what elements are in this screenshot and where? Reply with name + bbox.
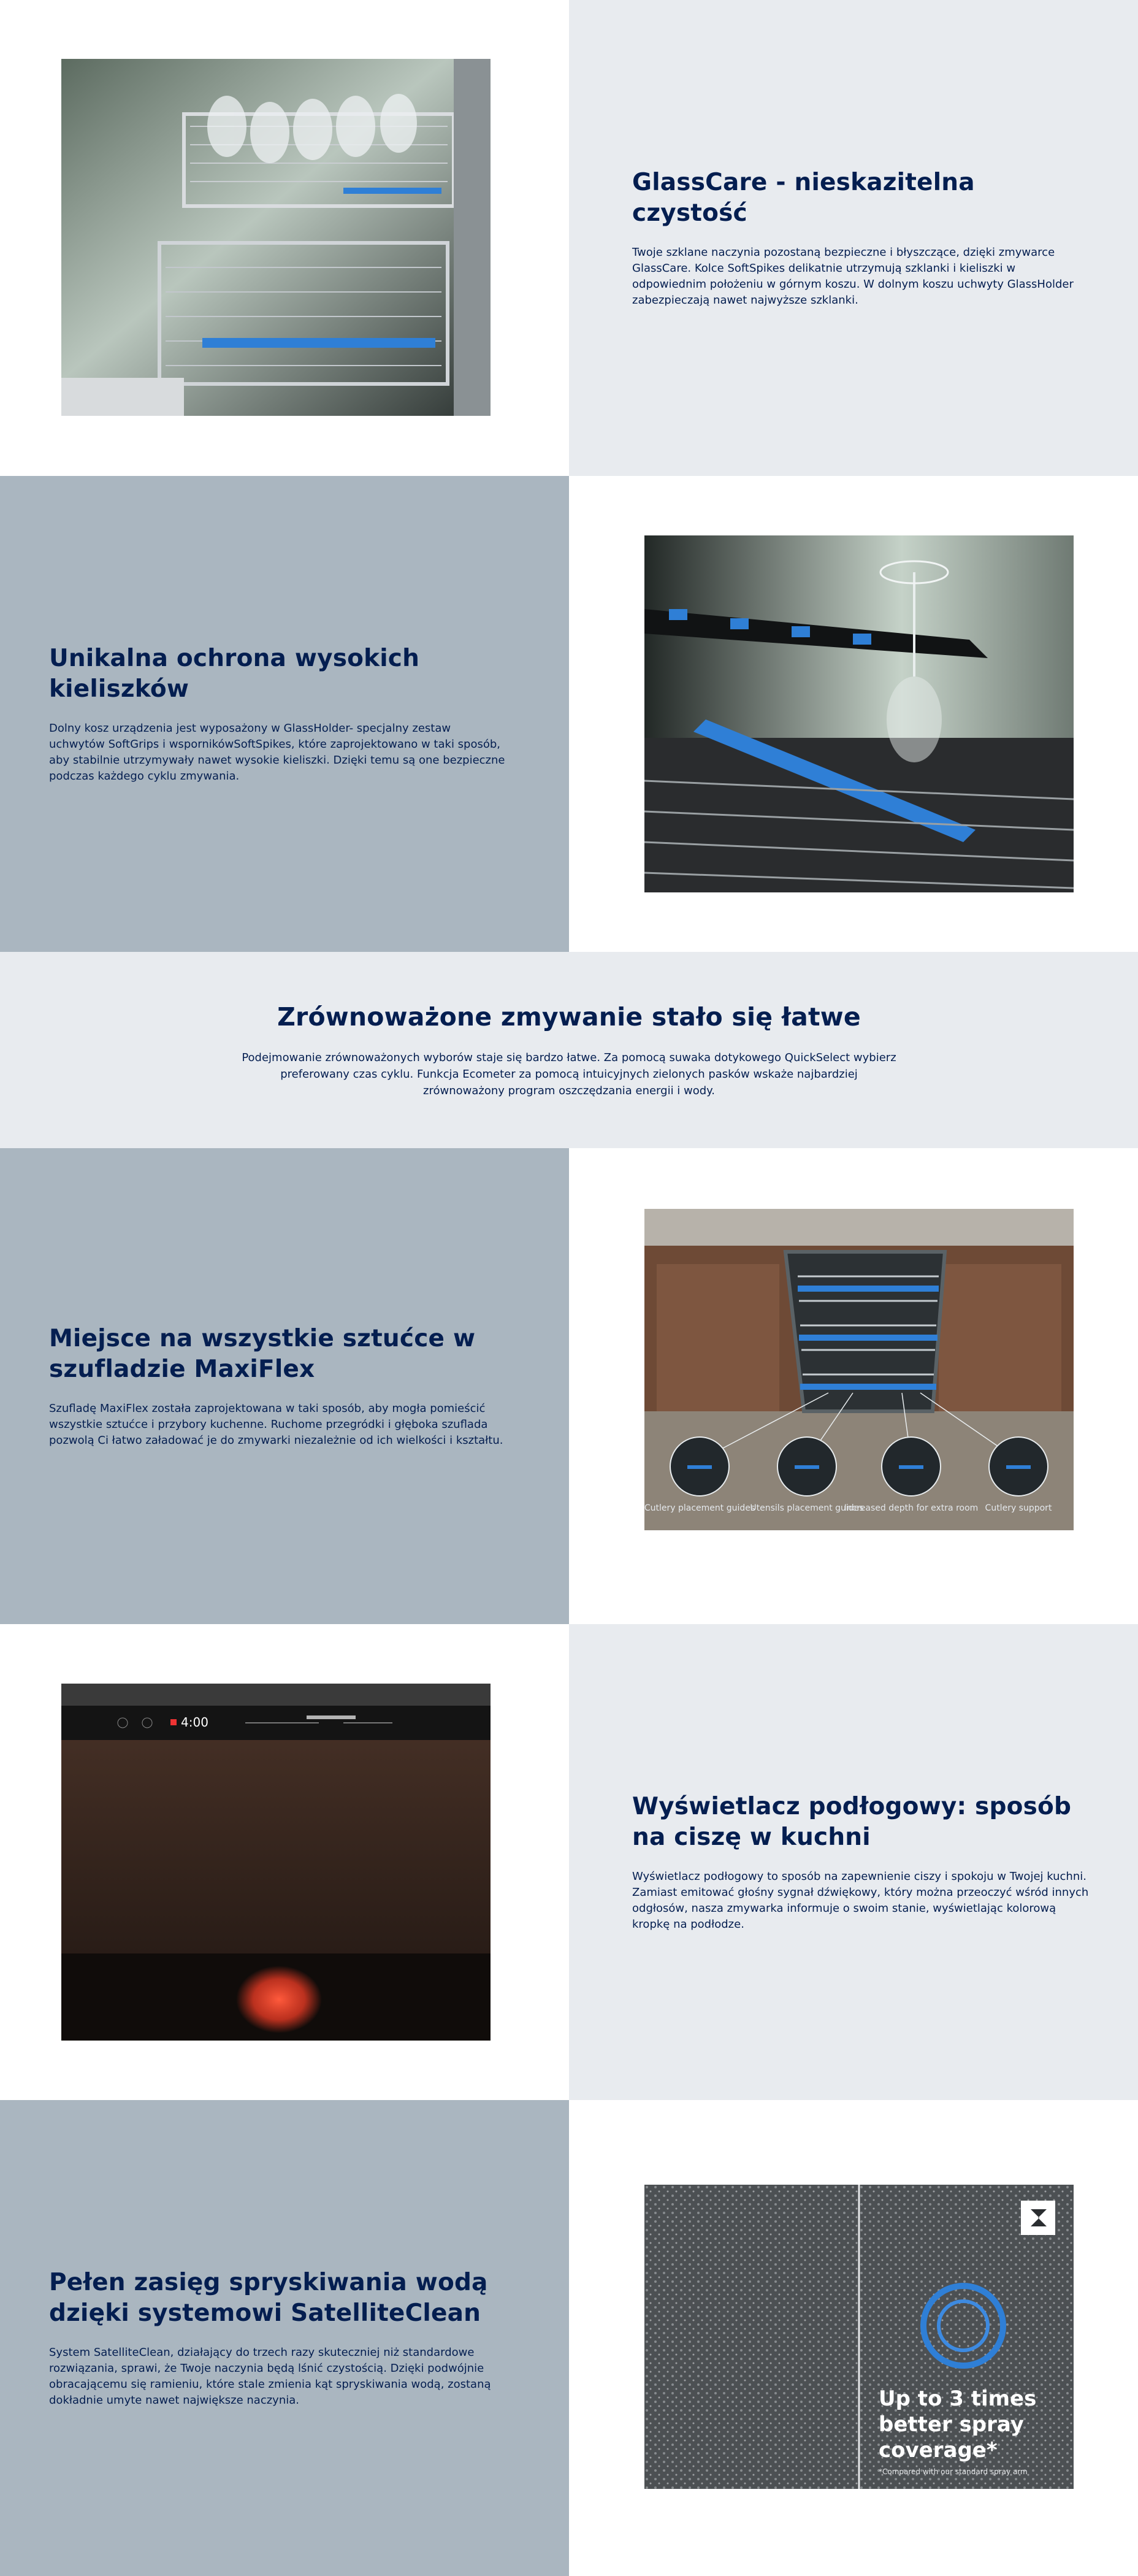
- section-floor-display: [0, 1624, 1138, 2100]
- section-sustainable: [0, 952, 1138, 1148]
- glass-protection-image-panel: [569, 476, 1138, 952]
- glasscare-description: Twoje szklane naczynia pozostaną bezpieczne i błyszczące, dzięki zmywarce GlassCare. Kolce SoftSpikes delikatnie utrzymują szklanki i kieliszki w odpowiednim położeniu w górnym koszu. W dolnym koszu uchwyty GlassHolder zabezpieczają nawet najwyższe szklanki.: [632, 246, 1074, 307]
- section-maxiflex: [0, 1148, 1138, 1624]
- section-satelliteclean: [0, 2100, 1138, 2576]
- glasscare-text-panel: [569, 0, 1138, 476]
- satelliteclean-image-panel: [569, 2100, 1138, 2576]
- maxiflex-description: Szufladę MaxiFlex została zaprojektowana w taki sposób, aby mogła pomieścić wszystkie sztućce i przybory kuchenne. Ruchome przegródki i głęboka szuflada pozwolą Ci łatwo załadować je do zmywarki niezależnie od ich wielkości i kształtu.: [49, 1402, 503, 1447]
- sustainable-description: Podejmowanie zrównoważonych wyborów staje się bardzo łatwe. Za pomocą suwaka dotykowego QuickSelect wybierz preferowany czas cyklu. Funkcja Ecometer za pomocą intuicyjnych zielonych pasków wskaże najbardziej zrównoważony program oszczędzania energii i wody.: [242, 1051, 896, 1097]
- maxiflex-text-panel: [0, 1148, 569, 1624]
- glasscare-image-panel: [0, 0, 569, 476]
- floor-display-description: Wyświetlacz podłogowy to sposób na zapewnienie ciszy i spokoju w Twojej kuchni. Zamiast emitować głośny sygnał dźwiękowy, który można przeoczyć wśród innych odgłosów, nasza zmywarka informuje o swoim stanie, wyświetlając kolorową kropkę na podłodze.: [632, 1870, 1089, 1931]
- glass-protection-description: Dolny kosz urządzenia jest wyposażony w GlassHolder- specjalny zestaw uchwytów SoftGrips i wspornikówSoftSpikes, które zaprojektowano w taki sposób, aby stabilnie utrzymywały nawet wysokie kieliszki. Dzięki temu są one bezpieczne podczas każdego cyklu zmywania.: [49, 722, 505, 783]
- satelliteclean-image: [644, 2185, 1074, 2489]
- floor-display-text-panel: [569, 1624, 1138, 2100]
- sustainable-title: Zrównoważone zmywanie stało się łatwe: [277, 1002, 861, 1032]
- glass-protection-title: Unikalna ochrona wysokich kieliszków: [49, 645, 420, 703]
- floor-display-title: Wyświetlacz podłogowy: sposób na ciszę w kuchni: [632, 1793, 1072, 1851]
- spray-footnote: *Compared with our standard spray arm: [879, 2467, 1028, 2476]
- maxiflex-caption-4: Cutlery support: [985, 1503, 1052, 1513]
- glass-protection-text-panel: [0, 476, 569, 952]
- spray-overlay-line3: coverage*: [879, 2438, 998, 2463]
- maxiflex-caption-3: Increased depth for extra room: [844, 1503, 979, 1513]
- satelliteclean-text-panel: [0, 2100, 569, 2576]
- floor-display-image: [61, 1684, 491, 2041]
- satelliteclean-title: Pełen zasięg spryskiwania wodą dzięki systemowi SatelliteClean: [49, 2269, 488, 2327]
- glasscare-title: GlassCare - nieskazitelna czystość: [632, 169, 975, 227]
- maxiflex-image-panel: [569, 1148, 1138, 1624]
- maxiflex-caption-2: Utensils placement guides: [750, 1503, 864, 1513]
- maxiflex-image: [644, 1209, 1074, 1530]
- panel-time-readout: 4:00: [181, 1715, 208, 1730]
- spray-overlay-line1: Up to 3 times: [879, 2386, 1037, 2411]
- maxiflex-caption-1: Cutlery placement guides: [644, 1503, 755, 1513]
- spray-overlay-line2: better spray: [879, 2412, 1024, 2437]
- section-glasscare: [0, 0, 1138, 476]
- floor-display-image-panel: [0, 1624, 569, 2100]
- glass-protection-image: [644, 535, 1074, 892]
- glasscare-image: [61, 59, 491, 416]
- maxiflex-title: Miejsce na wszystkie sztućce w szufladzie MaxiFlex: [49, 1325, 476, 1383]
- satelliteclean-description: System SatelliteClean, działający do trzech razy skuteczniej niż standardowe rozwiązania, sprawi, że Twoje naczynia będą lśnić czystością. Dzięki podwójnie obracającemu się ramieniu, które stale zmienia kąt spryskiwania wodą, zostaną dokładnie umyte nawet największe naczynia.: [49, 2346, 491, 2407]
- section-glass-protection: [0, 476, 1138, 952]
